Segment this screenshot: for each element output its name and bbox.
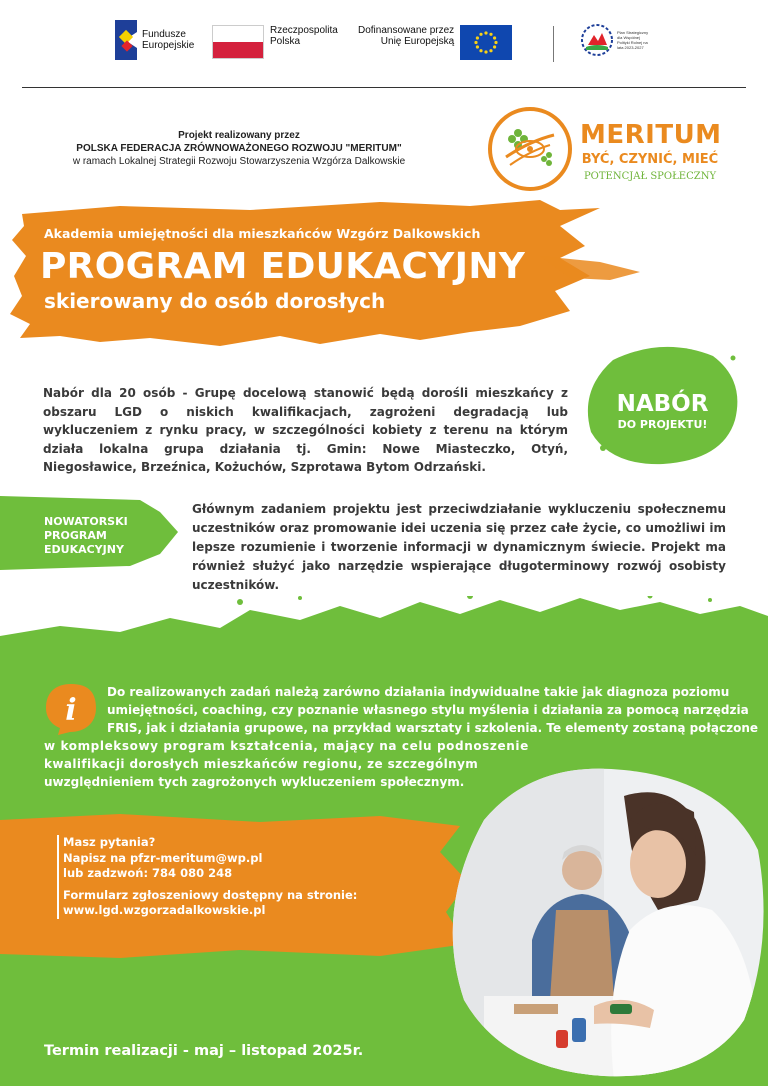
recruitment-badge-subtitle: DO PROJEKTU! <box>617 418 708 431</box>
info-line4: w kompleksowy program kształcenia, mający na celu podnoszenie <box>44 739 529 753</box>
contact-block <box>57 835 417 919</box>
project-info <box>0 129 478 168</box>
ue-label-line2: Unię Europejską <box>380 36 455 47</box>
contact-phone[interactable]: lub zadzwoń: 784 080 248 <box>63 866 233 880</box>
contact-form-label: Formularz zgłoszeniowy dostępny na stronie: <box>63 887 358 902</box>
eu-cofunded-logo <box>358 25 512 60</box>
pl-label-line1: Rzeczpospolita <box>270 25 338 36</box>
recruitment-badge-title: NABÓR <box>616 391 709 417</box>
realization-period: Termin realizacji - maj – listopad 2025r. <box>44 1043 364 1059</box>
polish-flag-icon <box>212 25 264 59</box>
fundusze-europejskie-logo <box>115 20 194 60</box>
innovative-tag-line1: NOWATORSKI <box>44 515 128 528</box>
ksow-plan-logo <box>580 23 653 57</box>
banner-tagline: skierowany do osób dorosłych <box>44 289 386 313</box>
innovative-tag-line3: EDUKACYJNY <box>44 543 124 556</box>
innovative-body: Głównym zadaniem projektu jest przeciwdziałanie wykluczeniu społecznemu uczestników oraz promowanie idei uczenia się przez całe życie, co umożliwi im lepsze rozumienie i tworzenie informacji w dynamicznym świecie. Projekt ma również służyć jako narzędzie wspierające długoterminowy rozwój osobisty uczestników. <box>192 502 726 592</box>
fe-label-line2: Europejskie <box>142 40 195 51</box>
banner-subtitle: Akademia umiejętności dla mieszkańców Wzgórz Dalkowskich <box>44 226 481 241</box>
pl-label-line2: Polska <box>270 36 301 47</box>
info-line5: kwalifikacji dorosłych mieszkańców regionu, ze szczególnym <box>44 757 479 771</box>
meritum-subtitle: BYĆ, CZYNIĆ, MIEĆ <box>581 152 719 167</box>
innovative-tag <box>44 515 164 557</box>
funding-logos-bar <box>0 20 768 65</box>
meritum-logo <box>488 107 748 192</box>
innovative-tag-line2: PROGRAM <box>44 529 107 542</box>
info-line6: uwzględnieniem tych zagrożonych wykluczeniem społecznym. <box>44 775 465 789</box>
info-line2: umiejętności, coaching, czy poznanie własnego stylu myślenia i działania za pomocą narzędzia <box>107 703 749 717</box>
logo-divider <box>553 26 554 62</box>
meritum-title: MERITUM <box>580 120 722 150</box>
ue-label-line1: Dofinansowane przez <box>358 25 455 36</box>
contact-email[interactable]: Napisz na pfzr-meritum@wp.pl <box>63 850 263 865</box>
meritum-emblem-icon <box>488 107 572 191</box>
info-icon <box>44 682 98 736</box>
header-divider <box>22 87 746 88</box>
project-line2: POLSKA FEDERACJA ZRÓWNOWAŻONEGO ROZWOJU "MERITUM" <box>76 143 402 154</box>
ksow-caption: Plan Strategiczny dla Wspólnej Polityki Rolnej na lata 2023-2027 <box>617 30 649 50</box>
ksow-emblem-icon <box>580 23 614 57</box>
project-line3: w ramach Lokalnej Strategii Rozwoju Stowarzyszenia Wzgórza Dalkowskie <box>72 156 406 167</box>
project-line1: Projekt realizowany przez <box>178 130 300 141</box>
info-icon-letter: i <box>65 693 77 728</box>
fe-star-icon <box>115 20 137 60</box>
banner-title: PROGRAM EDUKACYJNY <box>40 246 526 287</box>
eu-flag-icon <box>460 25 512 60</box>
rzeczpospolita-logo <box>212 25 338 59</box>
info-line1: Do realizowanych zadań należą zarówno działania indywidualne takie jak diagnoza poziomu <box>107 685 730 699</box>
info-line3: FRIS, jak i działania grupowe, na przykład warsztaty i szkolenia. Te elementy zostaną połączone <box>107 721 758 735</box>
contact-website-link[interactable]: www.lgd.wzgorzadalkowskie.pl <box>63 903 266 917</box>
fe-label-line1: Fundusze <box>142 29 186 40</box>
recruitment-text: Nabór dla 20 osób - Grupę docelową stanowić będą dorośli mieszkańcy z obszaru LGD o niskich kwalifikacjach, zagrożeni degradacją lub wykluczeniem z rynku pracy, w szczególności kobiety z terenu na którym działa lokalna grupa działania tj. Gmin: Nowe Miasteczko, Otyń, Niegosławice, Brzeźnica, Kożuchów, Szprotawa Bytom Odrzański. <box>43 386 568 474</box>
meritum-tagline: POTENCJAŁ SPOŁECZNY <box>583 171 717 182</box>
workshop-photo <box>444 760 768 1080</box>
contact-line1: Masz pytania? <box>63 835 156 849</box>
